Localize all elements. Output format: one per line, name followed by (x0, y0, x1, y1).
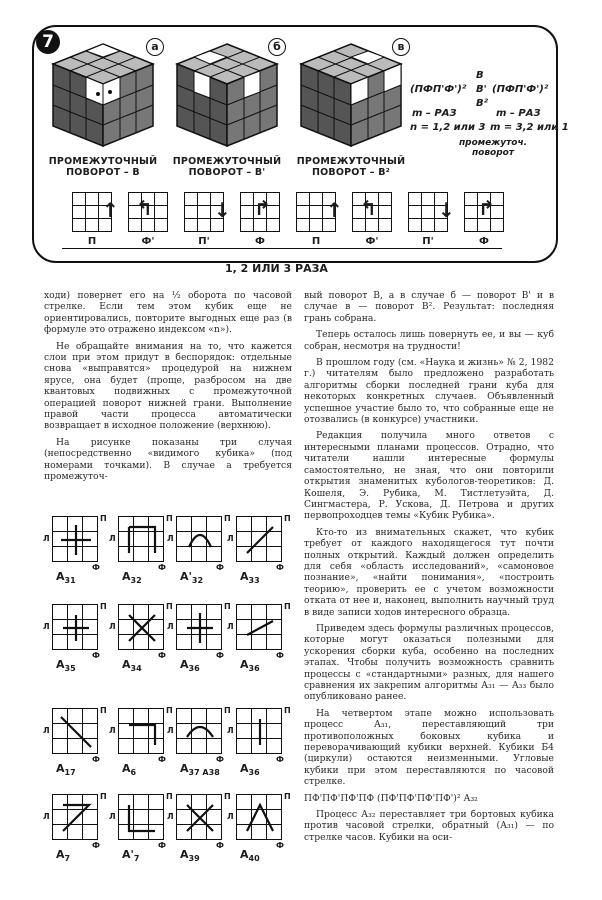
algorithm-name: A (240, 848, 249, 861)
move-label-6: Ф' (365, 236, 379, 247)
side-label-p: П (284, 706, 291, 715)
move-label-8: Ф (479, 236, 489, 247)
formula-middle-1: В (476, 70, 484, 81)
side-label-f: Ф (216, 651, 224, 660)
up-arrow-icon: ↑ (326, 198, 343, 222)
side-label-p: П (224, 514, 231, 523)
algorithm-grid (176, 708, 222, 754)
algorithm-label (180, 658, 200, 673)
algorithm-subscript: 32 (130, 576, 142, 586)
move-label-1: П (87, 236, 97, 247)
side-label-l: Л (109, 622, 116, 631)
side-label-f: Ф (276, 651, 284, 660)
algorithm-label (122, 658, 142, 673)
algorithm-arrows-icon (237, 795, 283, 841)
cube-a-letter: а (146, 38, 164, 56)
algorithm-label (240, 570, 260, 585)
side-label-f: Ф (158, 755, 166, 764)
side-label-p: П (100, 514, 107, 523)
left-paragraph-2: Не обращайте внимания на то, что кажется слои при этом придут в беспорядок: отдельные снова «выправятся» процедурой на нижнем ярусе, она будет (проще, разбросом на две квантовых подвижных с промежуточной операцией поворот нижней грани. Выполнение правой части процесса автоматически возвращает в исходное положение (верхнюю). (44, 340, 292, 432)
side-label-p: П (166, 792, 173, 801)
algorithm-name: A (56, 762, 65, 775)
algorithm-subscript: 7 (64, 854, 71, 864)
algorithm-subscript: 37 A38 (188, 768, 220, 778)
algorithm-grid (52, 708, 98, 754)
side-label-f: Ф (92, 563, 100, 572)
algorithm-grid (236, 516, 282, 562)
side-label-l: Л (43, 812, 50, 821)
algorithm-grid (118, 516, 164, 562)
algorithm-arrows-icon (119, 709, 165, 755)
side-label-p: П (100, 602, 107, 611)
algorithm-arrows-icon (53, 795, 99, 841)
side-label-p: П (166, 602, 173, 611)
side-label-p: П (224, 792, 231, 801)
algorithm-arrows-icon (53, 517, 99, 563)
algorithm-label (56, 658, 76, 673)
left-paragraph-3: На рисунке показаны три случая (непосредственно «видимого кубика» (под номерами точками). В случае а требуется промежуточ- (44, 436, 292, 483)
cube-b-letter: б (268, 38, 286, 56)
formula-left-note2: n = 1,2 или 3 (410, 122, 486, 133)
side-label-f: Ф (276, 841, 284, 850)
algorithm-arrows-icon (177, 709, 223, 755)
algorithm-label (240, 848, 260, 863)
algorithm-subscript: 39 (188, 854, 200, 864)
algorithm-name: A (122, 762, 131, 775)
algorithm-grid (176, 604, 222, 650)
formula-middle-2: В' (476, 84, 487, 95)
algorithm-arrows-icon (177, 517, 223, 563)
side-label-p: П (100, 706, 107, 715)
move-label-2: Ф' (141, 236, 155, 247)
move-label-5: П (311, 236, 321, 247)
move-label-4: Ф (255, 236, 265, 247)
algorithm-arrows-icon (119, 517, 165, 563)
algorithm-label (240, 762, 260, 777)
algorithm-label (56, 762, 76, 777)
formula-right: (ПФП'Ф')² (492, 84, 549, 95)
algorithm-grid (52, 604, 98, 650)
cube-illustration-a (48, 42, 158, 150)
right-paragraph-5: Кто-то из внимательных скажет, что кубик требует от каждого находящегося тут почти полных открытий. Каждый должен определить для себя «область исследований», «самоновое познание», «найти понимания», «построить теорию», проверить ее с учетом возможности отката от нее и, наконец, выполнить научный труд в виде записи ходов интересного образца. (304, 526, 554, 618)
algorithm-grid (236, 794, 282, 840)
algorithm-name: A' (122, 848, 134, 861)
side-label-f: Ф (216, 841, 224, 850)
algorithm-arrows-icon (53, 605, 99, 651)
side-label-p: П (100, 792, 107, 801)
algorithm-label (180, 762, 220, 777)
algorithm-subscript: 36 (248, 664, 260, 674)
algorithm-arrows-icon (119, 795, 165, 841)
down-arrow-icon: ↓ (438, 198, 455, 222)
algorithm-label (180, 570, 203, 585)
side-label-l: Л (167, 812, 174, 821)
algorithm-name: A (240, 658, 249, 671)
algorithm-grid (118, 708, 164, 754)
algorithm-subscript: 36 (248, 768, 260, 778)
side-label-f: Ф (92, 755, 100, 764)
algorithm-label (122, 570, 142, 585)
side-label-f: Ф (276, 563, 284, 572)
side-label-l: Л (167, 534, 174, 543)
move-label-3: П' (198, 236, 210, 247)
right-paragraph-3: В прошлом году (см. «Наука и жизнь» № 2, 1982 г.) читателям было предложено разработать алгоритмы сборки последней грани куба для некоторых конкретных случаев. Объявленный успешное участие было то, что собранные еще не отозвались (в конкурсе) участники. (304, 357, 554, 426)
side-label-f: Ф (158, 841, 166, 850)
algorithm-name: A (122, 570, 131, 583)
side-label-l: Л (43, 726, 50, 735)
formula-left-note1: m – РАЗ (412, 108, 457, 119)
cube-c-caption: ПРОМЕЖУТОЧНЫЙ ПОВОРОТ – В² (296, 156, 406, 178)
right-paragraph-4: Редакция получила много ответов с интересными планами процессов. Отрадно, что читатели нашли интересные формулы самостоятельно, не зная, что они повторили открытия знаменитых кубологов-теоретиков: Д. Кошеля, Э. Рубика, М. Тистлетуэйта, Д. Сингмастера, Р. Ускова, Д. Петрова и других первопроходцев темы «Кубик Рубика». (304, 430, 554, 522)
algorithm-subscript: 33 (248, 576, 260, 586)
side-label-p: П (284, 602, 291, 611)
formula-right-note1: m – РАЗ (496, 108, 541, 119)
up-arrow-icon: ↑ (102, 198, 119, 222)
side-label-p: П (224, 602, 231, 611)
algorithm-grid (176, 516, 222, 562)
cube-illustration-b (172, 42, 282, 150)
algorithm-grid (52, 794, 98, 840)
algorithm-name: A (122, 658, 131, 671)
algorithm-arrows-icon (177, 795, 223, 841)
side-label-f: Ф (92, 651, 100, 660)
right-column (304, 290, 554, 848)
cube-illustration-c (296, 42, 406, 150)
algorithm-name: A (56, 658, 65, 671)
cube-a-caption: ПРОМЕЖУТОЧНЫЙ ПОВОРОТ – В (48, 156, 158, 178)
bracket-line (62, 248, 502, 249)
formula-middle-3: В² (476, 98, 489, 109)
side-label-f: Ф (158, 563, 166, 572)
figure-number: 7 (36, 30, 60, 54)
curve-arrow-icon: ↱ (254, 196, 271, 220)
algorithm-grid (236, 708, 282, 754)
side-label-l: Л (43, 622, 50, 631)
algorithm-arrows-icon (237, 605, 283, 651)
side-label-p: П (166, 706, 173, 715)
algorithm-arrows-icon (177, 605, 223, 651)
side-label-l: Л (167, 726, 174, 735)
algorithm-grid (118, 794, 164, 840)
algorithm-subscript: 35 (64, 664, 76, 674)
side-label-f: Ф (158, 651, 166, 660)
algorithm-name: A (56, 848, 65, 861)
algorithm-label (180, 848, 200, 863)
side-label-f: Ф (216, 563, 224, 572)
algorithm-grid (118, 604, 164, 650)
left-column (44, 290, 292, 488)
algorithm-grid (176, 794, 222, 840)
side-label-l: Л (227, 726, 234, 735)
algorithm-name: A' (180, 570, 192, 583)
right-paragraph-1: вый поворот В, а в случае б — поворот В' и в случае в — поворот В². Результат: последняя грань собрана. (304, 290, 554, 324)
side-label-l: Л (43, 534, 50, 543)
repeat-times-label: 1, 2 ИЛИ 3 РАЗА (225, 262, 328, 275)
curve-arrow-icon: ↰ (360, 196, 377, 220)
algorithm-arrows-icon (237, 709, 283, 755)
curve-arrow-icon: ↰ (136, 196, 153, 220)
algorithm-subscript: 40 (248, 854, 260, 864)
algorithm-name: A (240, 762, 249, 775)
right-paragraph-2: Теперь осталось лишь повернуть ее, и вы — куб собран, несмотря на трудности! (304, 329, 554, 352)
algorithm-subscript: 36 (188, 664, 200, 674)
down-arrow-icon: ↓ (214, 198, 231, 222)
algorithm-subscript: 31 (64, 576, 76, 586)
side-label-f: Ф (276, 755, 284, 764)
algorithm-subscript: 32 (191, 576, 204, 586)
algorithm-name: A (180, 658, 189, 671)
algorithm-label (240, 658, 260, 673)
side-label-f: Ф (216, 755, 224, 764)
algorithm-subscript: 17 (64, 768, 76, 778)
side-label-l: Л (167, 622, 174, 631)
cube-c-letter: в (392, 38, 410, 56)
move-label-7: П' (422, 236, 434, 247)
side-label-l: Л (227, 622, 234, 631)
right-paragraph-6: Приведем здесь формулы различных процессов, которые могут оказаться полезными для ускорения сборки куба, особенно на последних этапах. Чтобы получить возможность сравнить процессы с «стандартными» разных, для нашего сравнения их закрепим алгоритмы А₃₁ — А₃₃ было опубликовано ранее. (304, 622, 554, 703)
side-label-p: П (224, 706, 231, 715)
right-formula-line: ПФ'ПФ'ПФ'ПФ (ПФ'ПФ'ПФ'ПФ')² А₃₂ (304, 792, 478, 804)
cube-b-caption: ПРОМЕЖУТОЧНЫЙ ПОВОРОТ – В' (172, 156, 282, 178)
algorithm-name: A (180, 848, 189, 861)
algorithm-name: A (56, 570, 65, 583)
algorithm-subscript: 7 (133, 854, 140, 864)
right-paragraph-7: На четвертом этапе можно использовать процесс А₃₁, переставляющий три противоположных боковых кубика и переворачивающий кубики верхней. Кубики Б4 (циркули) остаются неизменными. Угловые кубики при этом переставляются по часовой стрелке. (304, 707, 554, 788)
side-label-l: Л (109, 534, 116, 543)
formula-right-note2: m = 3,2 или 1 (490, 122, 569, 133)
formula-left: (ПФП'Ф')² (410, 84, 467, 95)
algorithm-label (122, 762, 136, 777)
side-label-f: Ф (92, 841, 100, 850)
algorithm-arrows-icon (53, 709, 99, 755)
side-label-p: П (284, 514, 291, 523)
algorithm-label (56, 570, 76, 585)
right-paragraph-8: Процесс А₃₂ переставляет три бортовых кубика против часовой стрелки, обратный (А₃₁) — по стрелке часов. Кубики на оси- (304, 809, 554, 843)
formula-corner-note: промежуточ. поворот (458, 138, 528, 158)
side-label-p: П (284, 792, 291, 801)
side-label-l: Л (227, 534, 234, 543)
algorithm-name: A (240, 570, 249, 583)
algorithm-grid (236, 604, 282, 650)
side-label-l: Л (227, 812, 234, 821)
algorithm-subscript: 34 (130, 664, 142, 674)
side-label-p: П (166, 514, 173, 523)
side-label-l: Л (109, 812, 116, 821)
algorithm-label (122, 848, 139, 863)
algorithm-name: A (180, 762, 189, 775)
algorithm-arrows-icon (119, 605, 165, 651)
curve-arrow-icon: ↱ (478, 196, 495, 220)
algorithm-subscript: 6 (130, 768, 137, 778)
algorithm-grid (52, 516, 98, 562)
side-label-l: Л (109, 726, 116, 735)
algorithm-label (56, 848, 70, 863)
algorithm-arrows-icon (237, 517, 283, 563)
left-paragraph-1: ходи) повернет его на ½ оборота по часовой стрелке. Если тем этом кубик еще не ориентировались, повторите выгодных еще раз (в формуле это отражено индексом «n»). (44, 290, 292, 336)
